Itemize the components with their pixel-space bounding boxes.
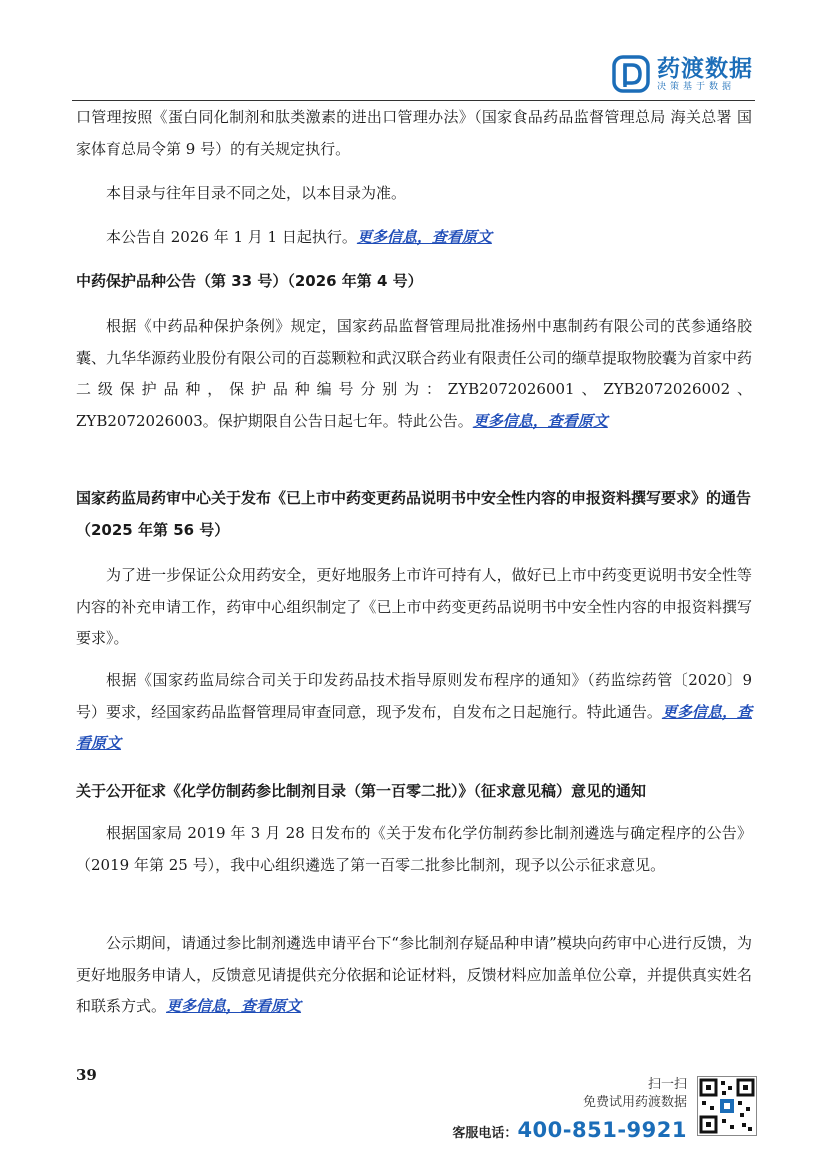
- paragraph-with-link: [76, 222, 752, 254]
- brand-logo-icon: [611, 54, 651, 94]
- service-phone-row: [452, 1118, 687, 1142]
- paragraph: 口管理按照《蛋白同化制剂和肽类激素的进出口管理办法》（国家食品药品监督管理总局 海关总署 国家体育总局令第 9 号）的有关规定执行。: [76, 108, 752, 158]
- more-info-link[interactable]: 更多信息，查看原文: [472, 411, 608, 430]
- section-heading: 国家药监局药审中心关于发布《已上市中药变更药品说明书中安全性内容的申报资料撰写要求》的通告（2025 年第 56 号）: [76, 489, 752, 539]
- brand-logo: [611, 54, 753, 94]
- paragraph: 根据国家局 2019 年 3 月 28 日发布的《关于发布化学仿制药参比制剂遴选与确定程序的公告》（2019 年第 25 号），我中心组织遴选了第一百零二批参比制剂，现予以公示征求意见。: [76, 824, 752, 874]
- paragraph-with-link: [76, 928, 752, 1023]
- paragraph-with-link: [76, 311, 752, 437]
- more-info-link[interactable]: 更多信息，查看原文: [166, 997, 302, 1015]
- brand-name: 药渡数据: [657, 55, 753, 82]
- section-heading: 关于公开征求《化学仿制药参比制剂目录（第一百零二批）》（征求意见稿）意见的通知: [76, 782, 647, 800]
- more-info-link[interactable]: 更多信息，查看原文: [356, 228, 492, 246]
- footer-contact: [452, 1076, 757, 1142]
- paragraph-with-link: [76, 665, 752, 760]
- free-trial-text: 免费试用药渡数据: [582, 1095, 687, 1110]
- brand-slogan: 决策基于数据: [657, 81, 736, 92]
- scan-prompt: 扫一扫: [647, 1077, 687, 1092]
- section-heading: 中药保护品种公告（第 33 号）（2026 年第 4 号）: [76, 272, 423, 290]
- paragraph-text: 公示期间，请通过参比制剂遴选申请平台下“参比制剂存疑品种申请”模块向药审中心进行反馈，为更好地服务申请人，反馈意见请提供充分依据和论证材料，反馈材料应加盖单位公章，并提供真实姓名和联系方式。: [76, 934, 752, 1015]
- more-info-link[interactable]: 更多信息，查看原文: [76, 702, 752, 752]
- paragraph: 为了进一步保证公众用药安全，更好地服务上市许可持有人，做好已上市中药变更说明书安全性等内容的补充申请工作，药审中心组织制定了《已上市中药变更药品说明书中安全性内容的申报资料撰写要求》。: [76, 566, 752, 647]
- service-phone[interactable]: 400-851-9921: [517, 1118, 687, 1142]
- qr-code-icon[interactable]: [697, 1076, 757, 1136]
- paragraph: 本目录与往年目录不同之处，以本目录为准。: [106, 184, 407, 202]
- service-label: 客服电话：: [452, 1126, 518, 1141]
- header-divider: [72, 100, 755, 101]
- paragraph-text: 根据《中药品种保护条例》规定，国家药品监督管理局批准扬州中惠制药有限公司的芪参通络胶囊、九华华源药业股份有限公司的百蕊颗粒和武汉联合药业有限责任公司的缬草提取物胶囊为首家中药二级保护品种，保护品种编号分别为：ZYB2072026001、ZYB2072026002、ZYB2072026003。保护期限自公告日起七年。特此公告。: [76, 317, 752, 430]
- paragraph-text: 根据《国家药监局综合司关于印发药品技术指导原则发布程序的通知》（药监综药管〔2020〕9 号）要求，经国家药品监督管理局审查同意，现予发布，自发布之日起施行。特此通告。: [76, 671, 752, 721]
- paragraph-text: 本公告自 2026 年 1 月 1 日起执行。: [106, 228, 357, 246]
- page-number: 39: [76, 1066, 97, 1084]
